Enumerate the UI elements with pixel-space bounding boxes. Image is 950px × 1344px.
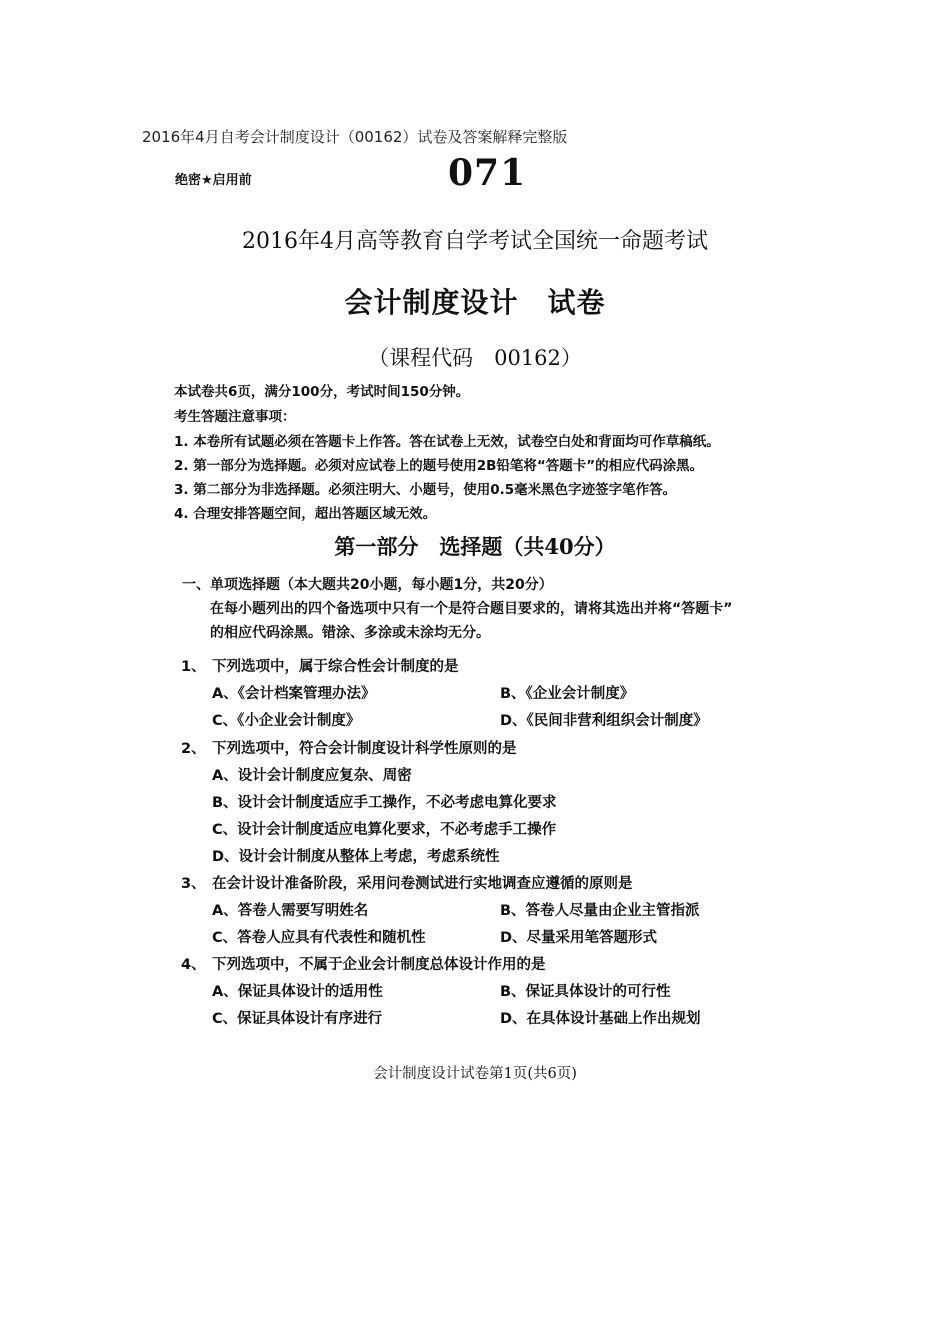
page-footer: 会计制度设计试卷第1页(共6页) [373, 1066, 577, 1082]
option-c: C、答卷人应具有代表性和随机性 [212, 930, 426, 946]
section-instruction: 的相应代码涂黑。错涂、多涂或未涂均无分。 [210, 625, 490, 641]
intro-line: 1. 本卷所有试题必须在答题卡上作答。答在试卷上无效，试卷空白处和背面均可作草稿纸。 [174, 434, 720, 450]
exam-code: 071 [448, 152, 527, 194]
option-c: C、保证具体设计有序进行 [212, 1011, 383, 1027]
option-a: A、设计会计制度应复杂、周密 [212, 768, 412, 784]
intro-line: 3. 第二部分为非选择题。必须注明大、小题号，使用0.5毫米黑色字迹签字笔作答。 [174, 482, 677, 498]
question-number: 2、 [181, 741, 206, 757]
option-d: D、《民间非营利组织会计制度》 [500, 713, 708, 729]
part-title: 第一部分 选择题（共40分） [334, 534, 616, 559]
subject-title: 会计制度设计 试卷 [344, 286, 606, 319]
option-c: C、《小企业会计制度》 [212, 713, 361, 729]
question-text: 下列选项中，属于综合性会计制度的是 [212, 659, 459, 675]
option-c: C、设计会计制度适应电算化要求，不必考虑手工操作 [212, 822, 557, 838]
question-text: 下列选项中，不属于企业会计制度总体设计作用的是 [212, 957, 546, 973]
option-d: D、尽量采用笔答题形式 [500, 930, 658, 946]
option-b: B、《企业会计制度》 [500, 686, 635, 702]
question-number: 3、 [181, 876, 206, 892]
intro-line: 2. 第一部分为选择题。必须对应试卷上的题号使用2B铅笔将“答题卡”的相应代码涂黑。 [174, 458, 704, 474]
question-text: 在会计设计准备阶段，采用问卷测试进行实地调查应遵循的原则是 [212, 876, 633, 892]
option-d: D、设计会计制度从整体上考虑，考虑系统性 [212, 849, 500, 865]
option-a: A、答卷人需要写明姓名 [212, 903, 369, 919]
section-heading: 一、单项选择题（本大题共20小题，每小题1分，共20分） [182, 577, 553, 593]
option-a: A、《会计档案管理办法》 [212, 686, 376, 702]
exam-title: 2016年4月高等教育自学考试全国统一命题考试 [242, 229, 708, 254]
option-b: B、保证具体设计的可行性 [500, 984, 671, 1000]
question-number: 1、 [181, 659, 206, 675]
question-text: 下列选项中，符合会计制度设计科学性原则的是 [212, 741, 517, 757]
secret-label: 绝密★启用前 [175, 173, 252, 188]
option-b: B、答卷人尽量由企业主管指派 [500, 903, 700, 919]
course-code: （课程代码 00162） [368, 346, 582, 370]
option-b: B、设计会计制度适应手工操作，不必考虑电算化要求 [212, 795, 557, 811]
option-d: D、在具体设计基础上作出规划 [500, 1011, 701, 1027]
section-instruction: 在每小题列出的四个备选项中只有一个是符合题目要求的，请将其选出并将“答题卡” [210, 601, 733, 617]
intro-line: 4. 合理安排答题空间，超出答题区域无效。 [174, 506, 437, 522]
option-a: A、保证具体设计的适用性 [212, 984, 383, 1000]
document-title: 2016年4月自考会计制度设计（00162）试卷及答案解释完整版 [142, 128, 568, 146]
intro-line: 考生答题注意事项： [174, 409, 296, 425]
intro-line: 本试卷共6页，满分100分，考试时间150分钟。 [174, 384, 470, 400]
question-number: 4、 [181, 957, 206, 973]
